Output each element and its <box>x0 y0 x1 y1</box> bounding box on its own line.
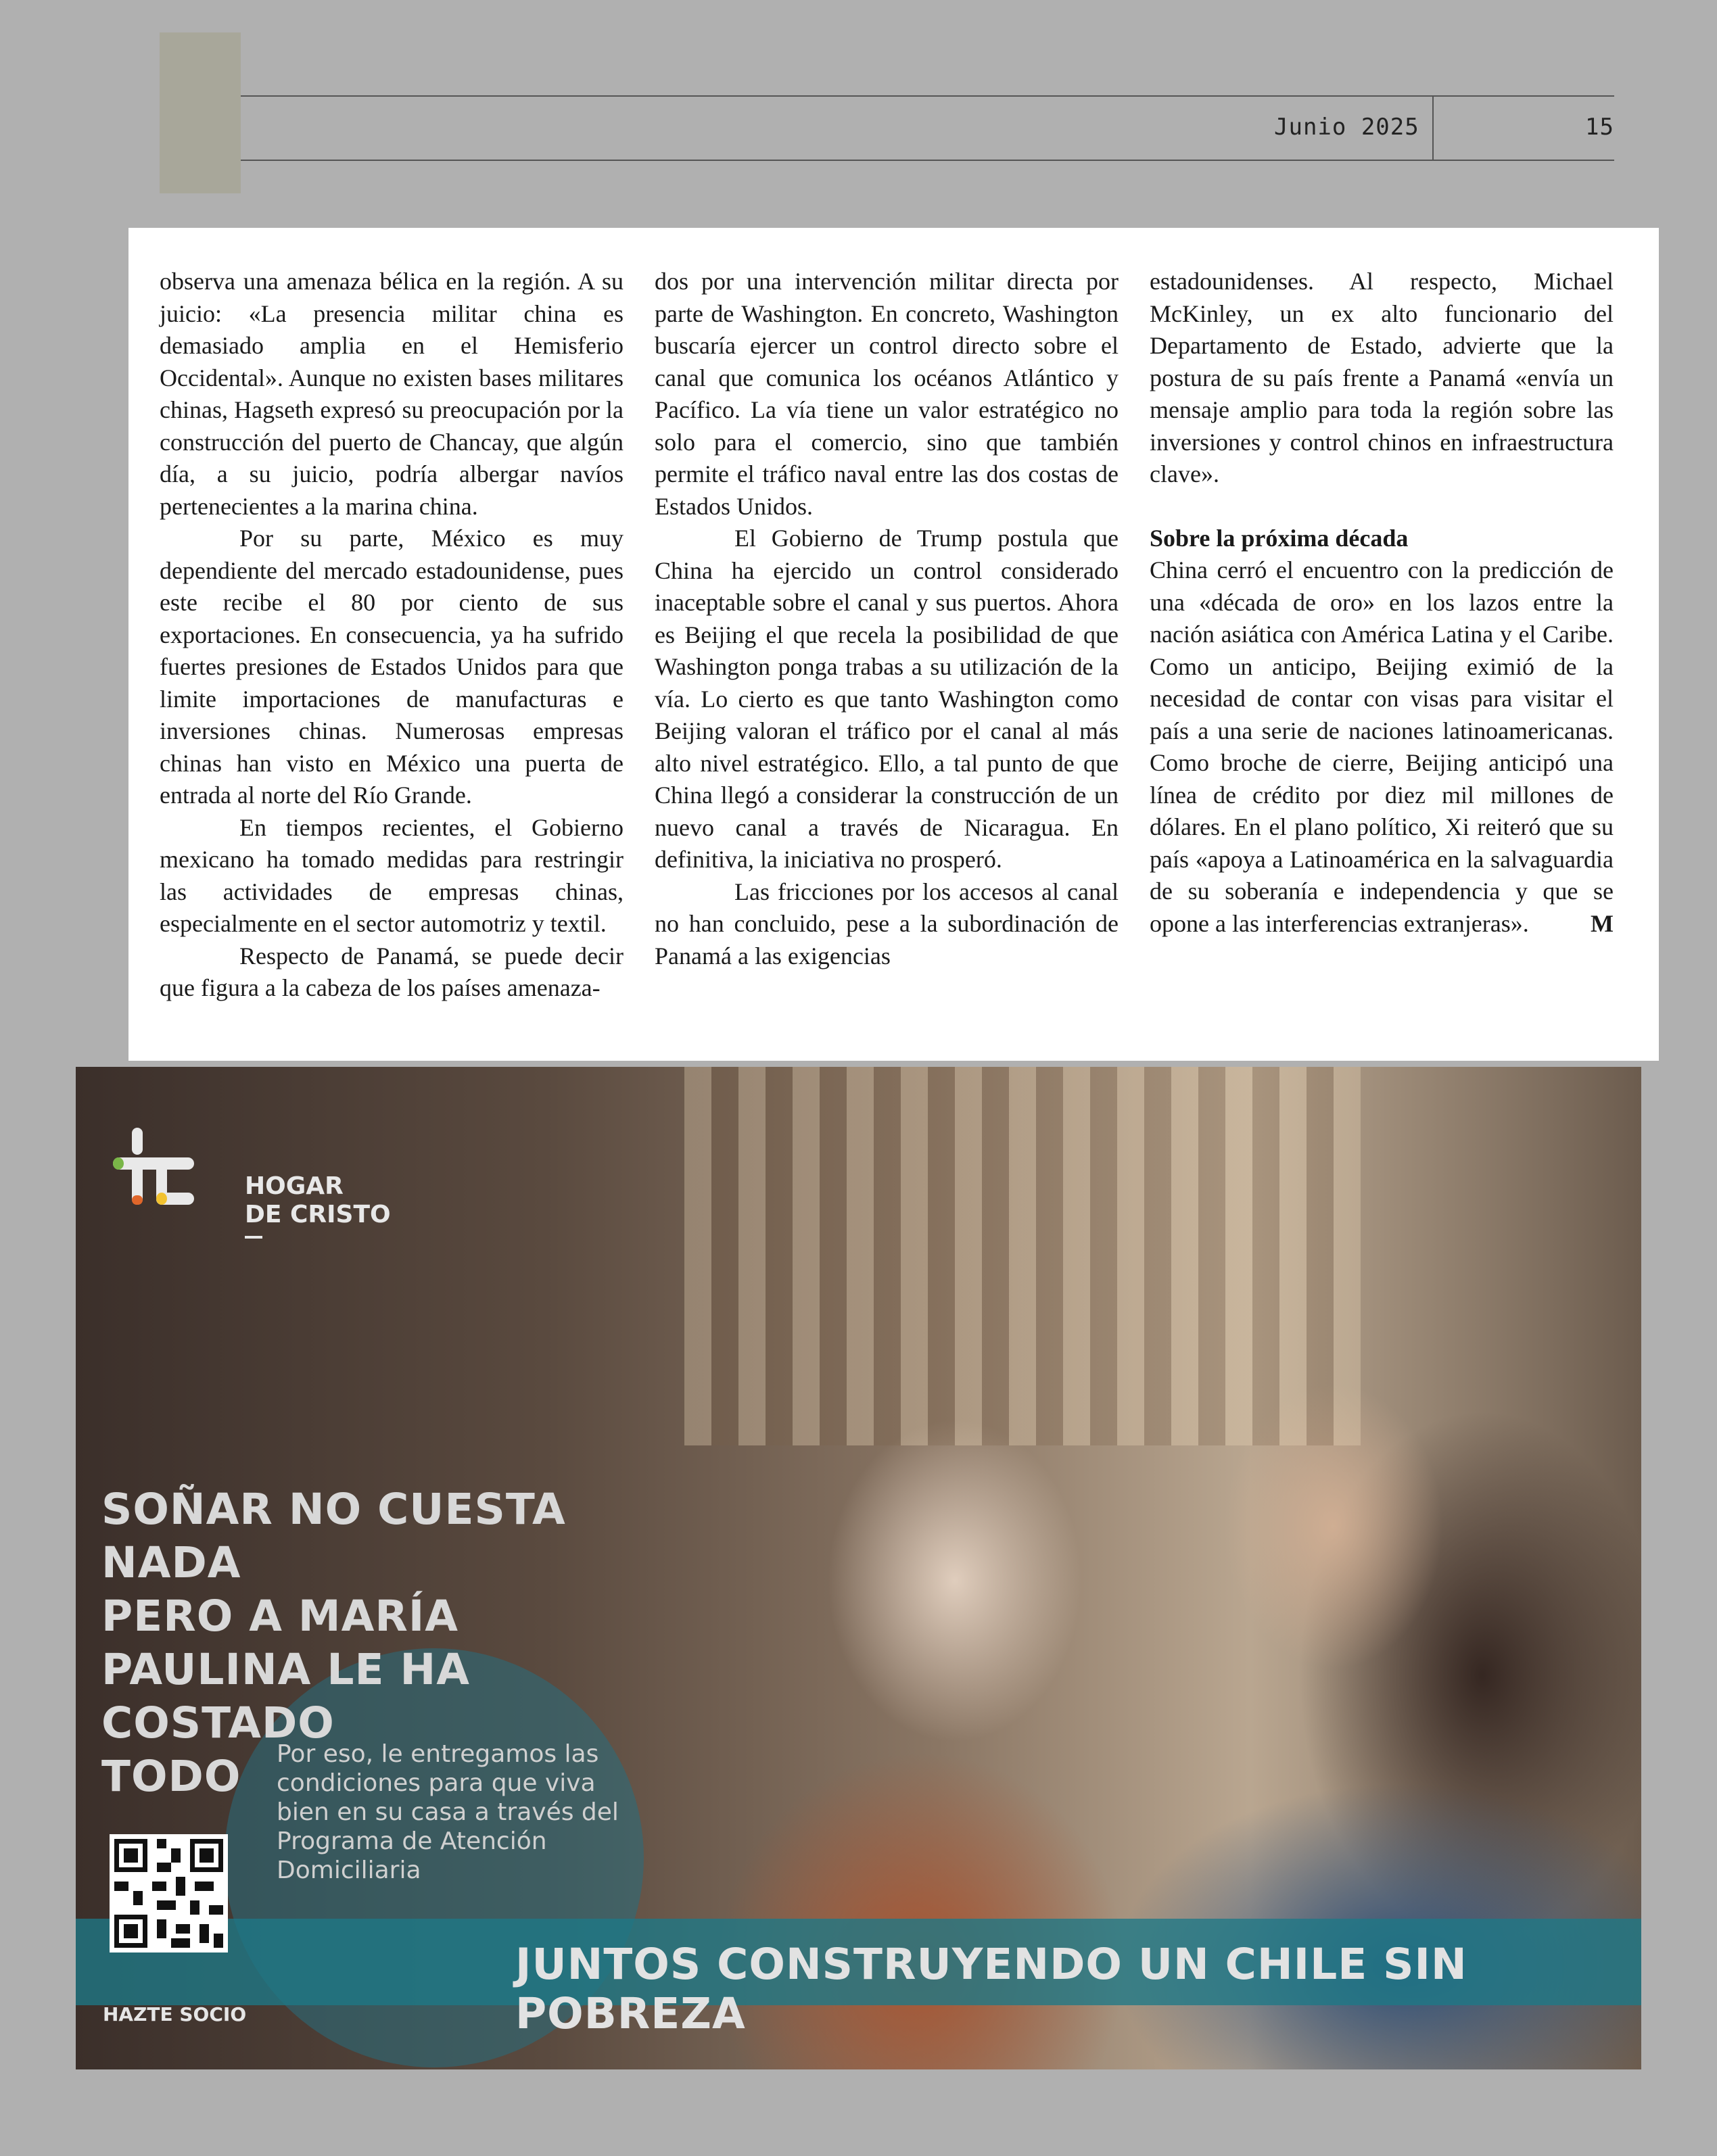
headline-line: PERO A MARÍA <box>101 1591 459 1641</box>
logo-wordmark <box>245 1172 391 1239</box>
page-number: 15 <box>1585 114 1614 141</box>
logo-line-1: HOGAR <box>245 1172 344 1200</box>
paragraph: dos por una intervención militar directa por parte de Washington. En concreto, Washington buscaría ejercer un control directo sobre el canal que comunica los océanos Atlántico y Pacífico. La vía tiene un valor estratégico no solo para el comercio, sino que también permite el tráfico naval entre las dos costas de Estados Unidos. <box>655 268 1119 520</box>
paragraph: Las fricciones por los accesos al canal no han concluido, pese a la subordinación de Panamá a las exigencias <box>655 878 1119 969</box>
paragraph <box>1150 554 1614 940</box>
section-heading: Sobre la próxima década <box>1150 524 1409 552</box>
advertisement[interactable] <box>76 1067 1641 2069</box>
paragraph: observa una amenaza bélica en la región. A su juicio: «La presencia militar china es demasiado amplia en el Hemisferio Occidental». Aunque no existen bases militares chinas, Hagseth expresó su preocupación por la construcción del puerto de Chancay, que algún día, a su juicio, podría albergar navíos pertenecientes a la marina china. <box>160 268 624 520</box>
paragraph: Respecto de Panamá, se puede decir que figura a la cabeza de los países amenaza- <box>160 942 624 1001</box>
paragraph: Por su parte, México es muy dependiente del mercado estadounidense, pues este recibe el 80 por ciento de sus exportaciones. En consecuencia, ya ha sufrido fuertes presiones de Estados Unidos para que limite importaciones de manufacturas e inversiones chinas. Numerosas empresas chinas han visto en México una puerta de entrada al norte del Río Grande. <box>160 525 624 809</box>
ad-body-copy: Por eso, le entregamos las condiciones para que viva bien en su casa a través del Programa de Atención Domiciliaria <box>277 1740 619 1884</box>
headline-line: COSTADO <box>101 1698 335 1748</box>
headline-line: SOÑAR NO CUESTA NADA <box>101 1485 566 1587</box>
ad-tagline: JUNTOS CONSTRUYENDO UN CHILE SIN POBREZA <box>515 1940 1467 2038</box>
qr-label: HAZTE SOCIO <box>103 2003 247 2026</box>
paragraph: El Gobierno de Trump postula que China ha ejercido un control considerado inaceptable sobre el canal y sus puertos. Ahora es Beijing el que recela la posibilidad de que Washington ponga trabas a su utilización de la vía. Lo cierto es que tanto Washington como Beijing valoran el tráfico por el canal al más alto nivel estratégico. Ello, a tal punto de que China llegó a considerar la construcción de un nuevo canal a través de Nicaragua. En definitiva, la iniciativa no prosperó. <box>655 525 1119 873</box>
header-bottom-rule <box>241 160 1614 161</box>
logo-dash <box>245 1236 262 1239</box>
article-column-3 <box>1150 266 1614 940</box>
issue-date: Junio 2025 <box>1274 114 1419 141</box>
hogar-de-cristo-logo-icon <box>113 1128 194 1209</box>
header-divider <box>1432 95 1434 161</box>
headline-line: TODO <box>101 1752 241 1801</box>
qr-code-icon[interactable] <box>110 1834 228 1953</box>
logo-line-2: DE CRISTO <box>245 1201 391 1228</box>
paragraph-text: China cerró el encuentro con la predicción de una «década de oro» en los lazos entre la nación asiática con América Latina y el Caribe. Como un anticipo, Beijing eximió de la necesidad de contar con visas para visitar el país a una serie de naciones latinoamericanas. Como broche de cierre, Beijing anticipó una línea de crédito por diez mil millones de dólares. En el plano político, Xi reiteró que su país «apoya a Latinoamérica en la salvaguardia de su soberanía e independencia y que se opone a las interferencias extranjeras». <box>1150 556 1614 937</box>
paragraph: En tiempos recientes, el Gobierno mexicano ha tomado medidas para restringir las actividades de empresas chinas, especialmente en el sector automotriz y textil. <box>160 813 624 937</box>
article-column-1 <box>160 266 624 1005</box>
article-body <box>128 228 1659 1061</box>
end-mark: M <box>1591 909 1614 937</box>
paragraph: estadounidenses. Al respecto, Michael McKinley, un ex alto funcionario del Departamento de Estado, advierte que la postura de su país frente a Panamá «envía un mensaje amplio para toda la región sobre las inversiones y control chinos en infraestructura clave». <box>1150 268 1614 487</box>
header-top-rule <box>241 95 1614 97</box>
page-tab-marker <box>160 32 241 193</box>
headline-line: PAULINA LE HA <box>101 1645 470 1694</box>
ad-background-curtain <box>684 1067 1361 1445</box>
article-column-2 <box>655 266 1119 972</box>
